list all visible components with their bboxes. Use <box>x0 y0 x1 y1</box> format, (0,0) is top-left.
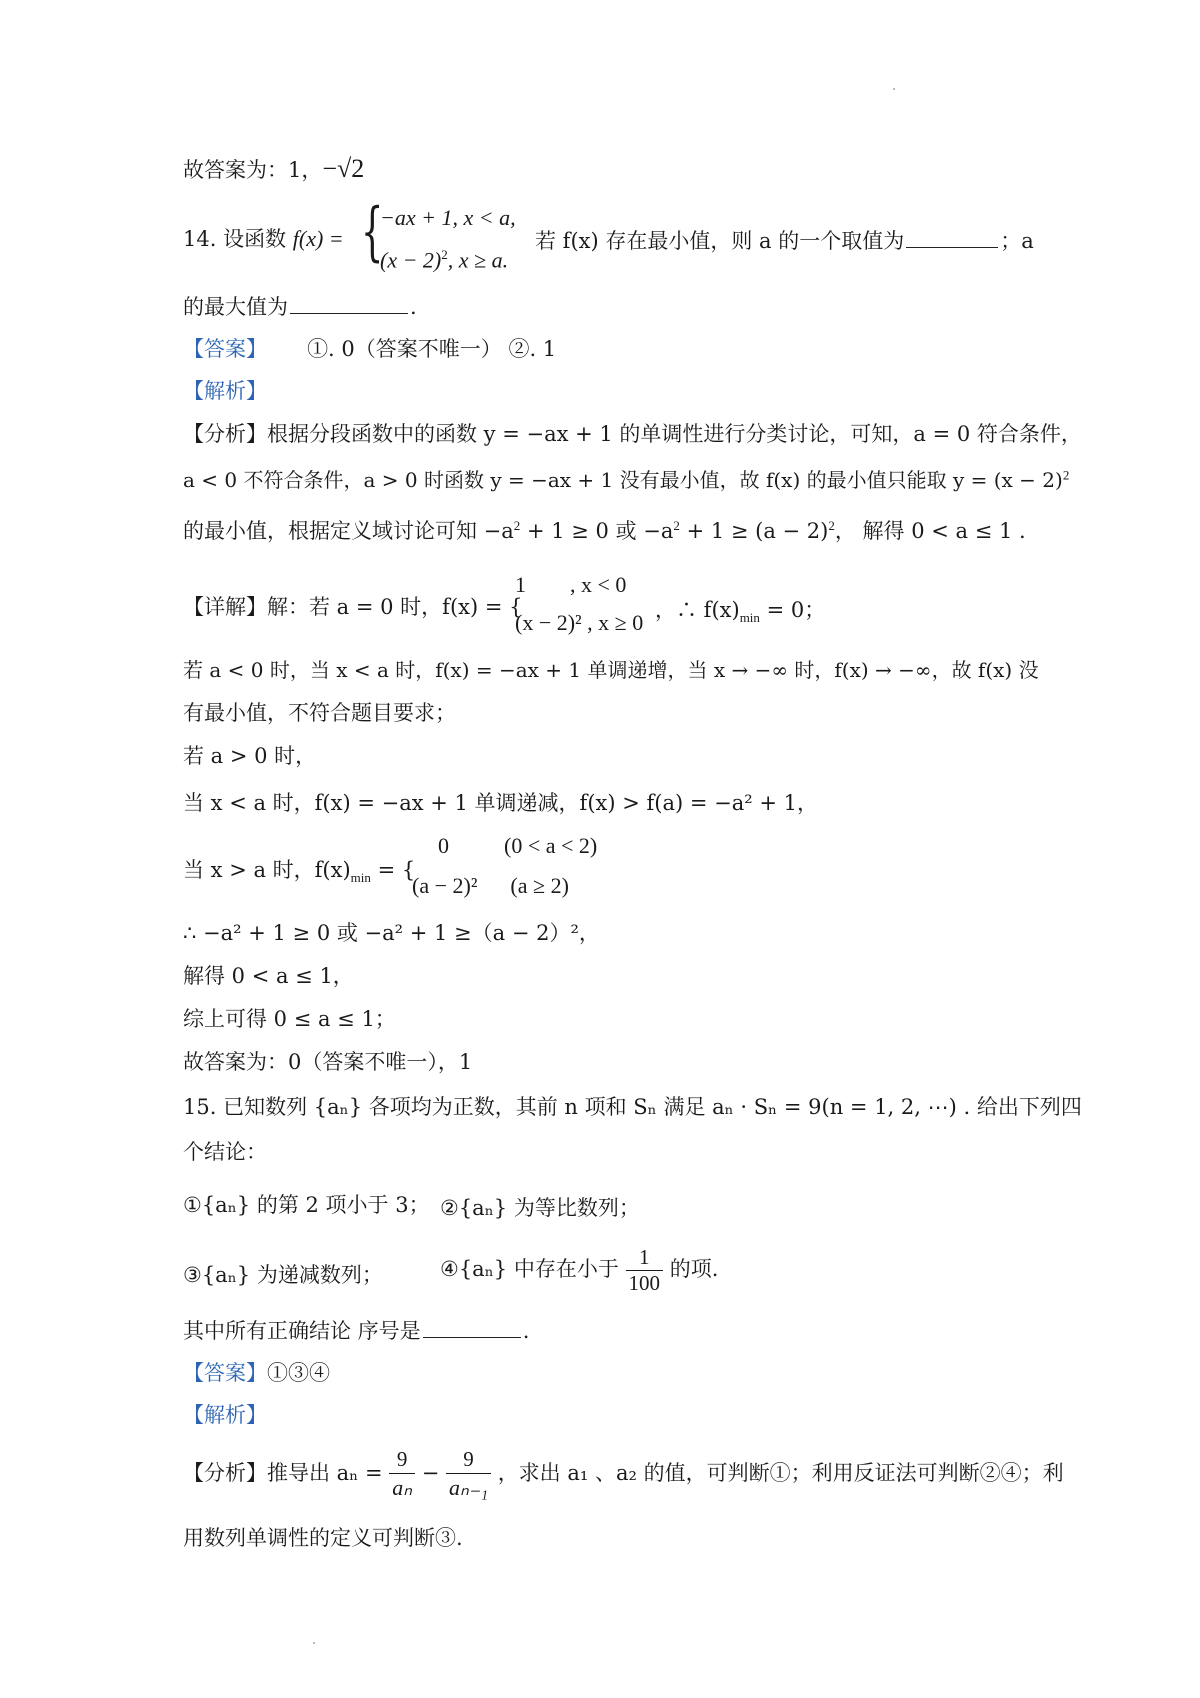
question-15-l2: 个结论： <box>183 1140 267 1164</box>
detail-l8: 解得 0 < a ≤ 1， <box>183 964 354 988</box>
piecewise-case-1: −ax + 1, x < a, <box>380 205 516 230</box>
question-14-num: 14. 设函数 f(x) = <box>183 226 344 251</box>
answer-line-13 <box>183 152 364 186</box>
detail-l1-tail: ，∴ $f(x)_{min} = 0$； <box>655 598 826 626</box>
fraction-9-an1: $\frac{9}{\text{aₙ₋₁}}$ <box>446 1446 491 1503</box>
detail-l6: 当 x > a 时，$f(x)_{min}$ = { <box>183 858 416 886</box>
answer-14: 【答案】 ①. 0（答案不唯一） ②. 1 <box>183 337 557 361</box>
detail-l1: 【详解】解：若 a = 0 时，f(x) = { <box>183 595 523 619</box>
answer-text: 故答案为：1， <box>183 158 323 182</box>
fraction-1-100: $\frac{1}{100}$ <box>626 1245 664 1296</box>
analysis-14-l2: a < 0 不符合条件，a > 0 时函数 y = −ax + 1 没有最小值，故 f(x) 的最小值只能取 $y = (x - 2)^2$ <box>183 467 1070 492</box>
function-label: f(x) = <box>292 226 344 251</box>
answer-blank-1[interactable] <box>906 246 998 248</box>
option-3: ③{aₙ} 为递减数列； <box>183 1263 383 1287</box>
answer-math: −√2 <box>322 154 365 183</box>
answer-blank-2[interactable] <box>290 312 408 314</box>
piecewise-case-2: $(x - 2)^2$, x ≥ a. <box>380 247 509 273</box>
question-14-rest: 若 f(x) 存在最小值，则 a 的一个取值为 ；a <box>535 229 1034 253</box>
scan-dot <box>313 1642 315 1644</box>
analysis-14-l3: 的最小值，根据定义域讨论可知 $-a^2 + 1 \ge 0$ 或 $-a^2 + 1 \ge (a - 2)^2$， 解得 0 < a ≤ 1 . <box>183 518 1026 543</box>
scan-dot <box>893 88 895 90</box>
detail-l2: 若 a < 0 时，当 x < a 时，f(x) = −ax + 1 单调递增，当 x → −∞ 时，f(x) → −∞，故 f(x) 没 <box>183 658 1039 682</box>
answer-tag: 【答案】 <box>183 337 267 361</box>
question-15-l5: 其中所有正确结论 序号是 . <box>183 1319 530 1343</box>
option-2: ②{aₙ} 为等比数列； <box>440 1196 640 1220</box>
fraction-9-an: $\frac{9}{\text{aₙ}}$ <box>389 1446 415 1503</box>
analysis-15-l1: 【分析】推导出 aₙ = $\frac{9}{\text{aₙ}}$ − $\frac{9}{\text{aₙ₋₁}}$ ，求出 a₁ 、a₂ 的值，可判断①；利用反证法可判断②④；利 <box>183 1446 1064 1503</box>
answer-blank-3[interactable] <box>423 1336 521 1338</box>
detail-case-1: 1 , x < 0 <box>515 572 627 597</box>
question-14-line-2: 的最大值为 . <box>183 295 417 319</box>
analysis-15-tag: 【解析】 <box>183 1403 267 1427</box>
question-15-l1: 15. 已知数列 {aₙ} 各项均为正数，其前 n 项和 Sₙ 满足 aₙ · Sₙ = 9(n = 1, 2, ⋯) . 给出下列四 <box>183 1095 1082 1119</box>
detail-l6-case-1: 0 (0 < a < 2) <box>438 833 598 858</box>
piecewise-brace: { <box>361 195 384 269</box>
detail-l6-case-2: (a − 2)² (a ≥ 2) <box>412 873 569 898</box>
detail-case-2: (x − 2)² , x ≥ 0 <box>515 610 644 635</box>
detail-l4: 若 a > 0 时， <box>183 744 317 768</box>
detail-l7: ∴ −a² + 1 ≥ 0 或 −a² + 1 ≥（a − 2）²， <box>183 921 600 945</box>
detail-l5: 当 x < a 时，f(x) = −ax + 1 单调递减，f(x) > f(a) = −a² + 1， <box>183 791 818 815</box>
answer-15: 【答案】①③④ <box>183 1361 330 1385</box>
option-1: ①{aₙ} 的第 2 项小于 3； <box>183 1193 430 1217</box>
analysis-15-l2: 用数列单调性的定义可判断③. <box>183 1526 463 1550</box>
analysis-14-l1: 【分析】根据分段函数中的函数 y = −ax + 1 的单调性进行分类讨论，可知，a = 0 符合条件， <box>183 422 1082 446</box>
option-4: ④{aₙ} 中存在小于 $\frac{1}{100}$ 的项. <box>440 1245 719 1295</box>
detail-l9: 综上可得 0 ≤ a ≤ 1； <box>183 1007 396 1031</box>
analysis-14-tag: 【解析】 <box>183 379 267 403</box>
detail-l3: 有最小值，不符合题目要求； <box>183 701 456 725</box>
detail-l10: 故答案为：0（答案不唯一），1 <box>183 1050 473 1074</box>
